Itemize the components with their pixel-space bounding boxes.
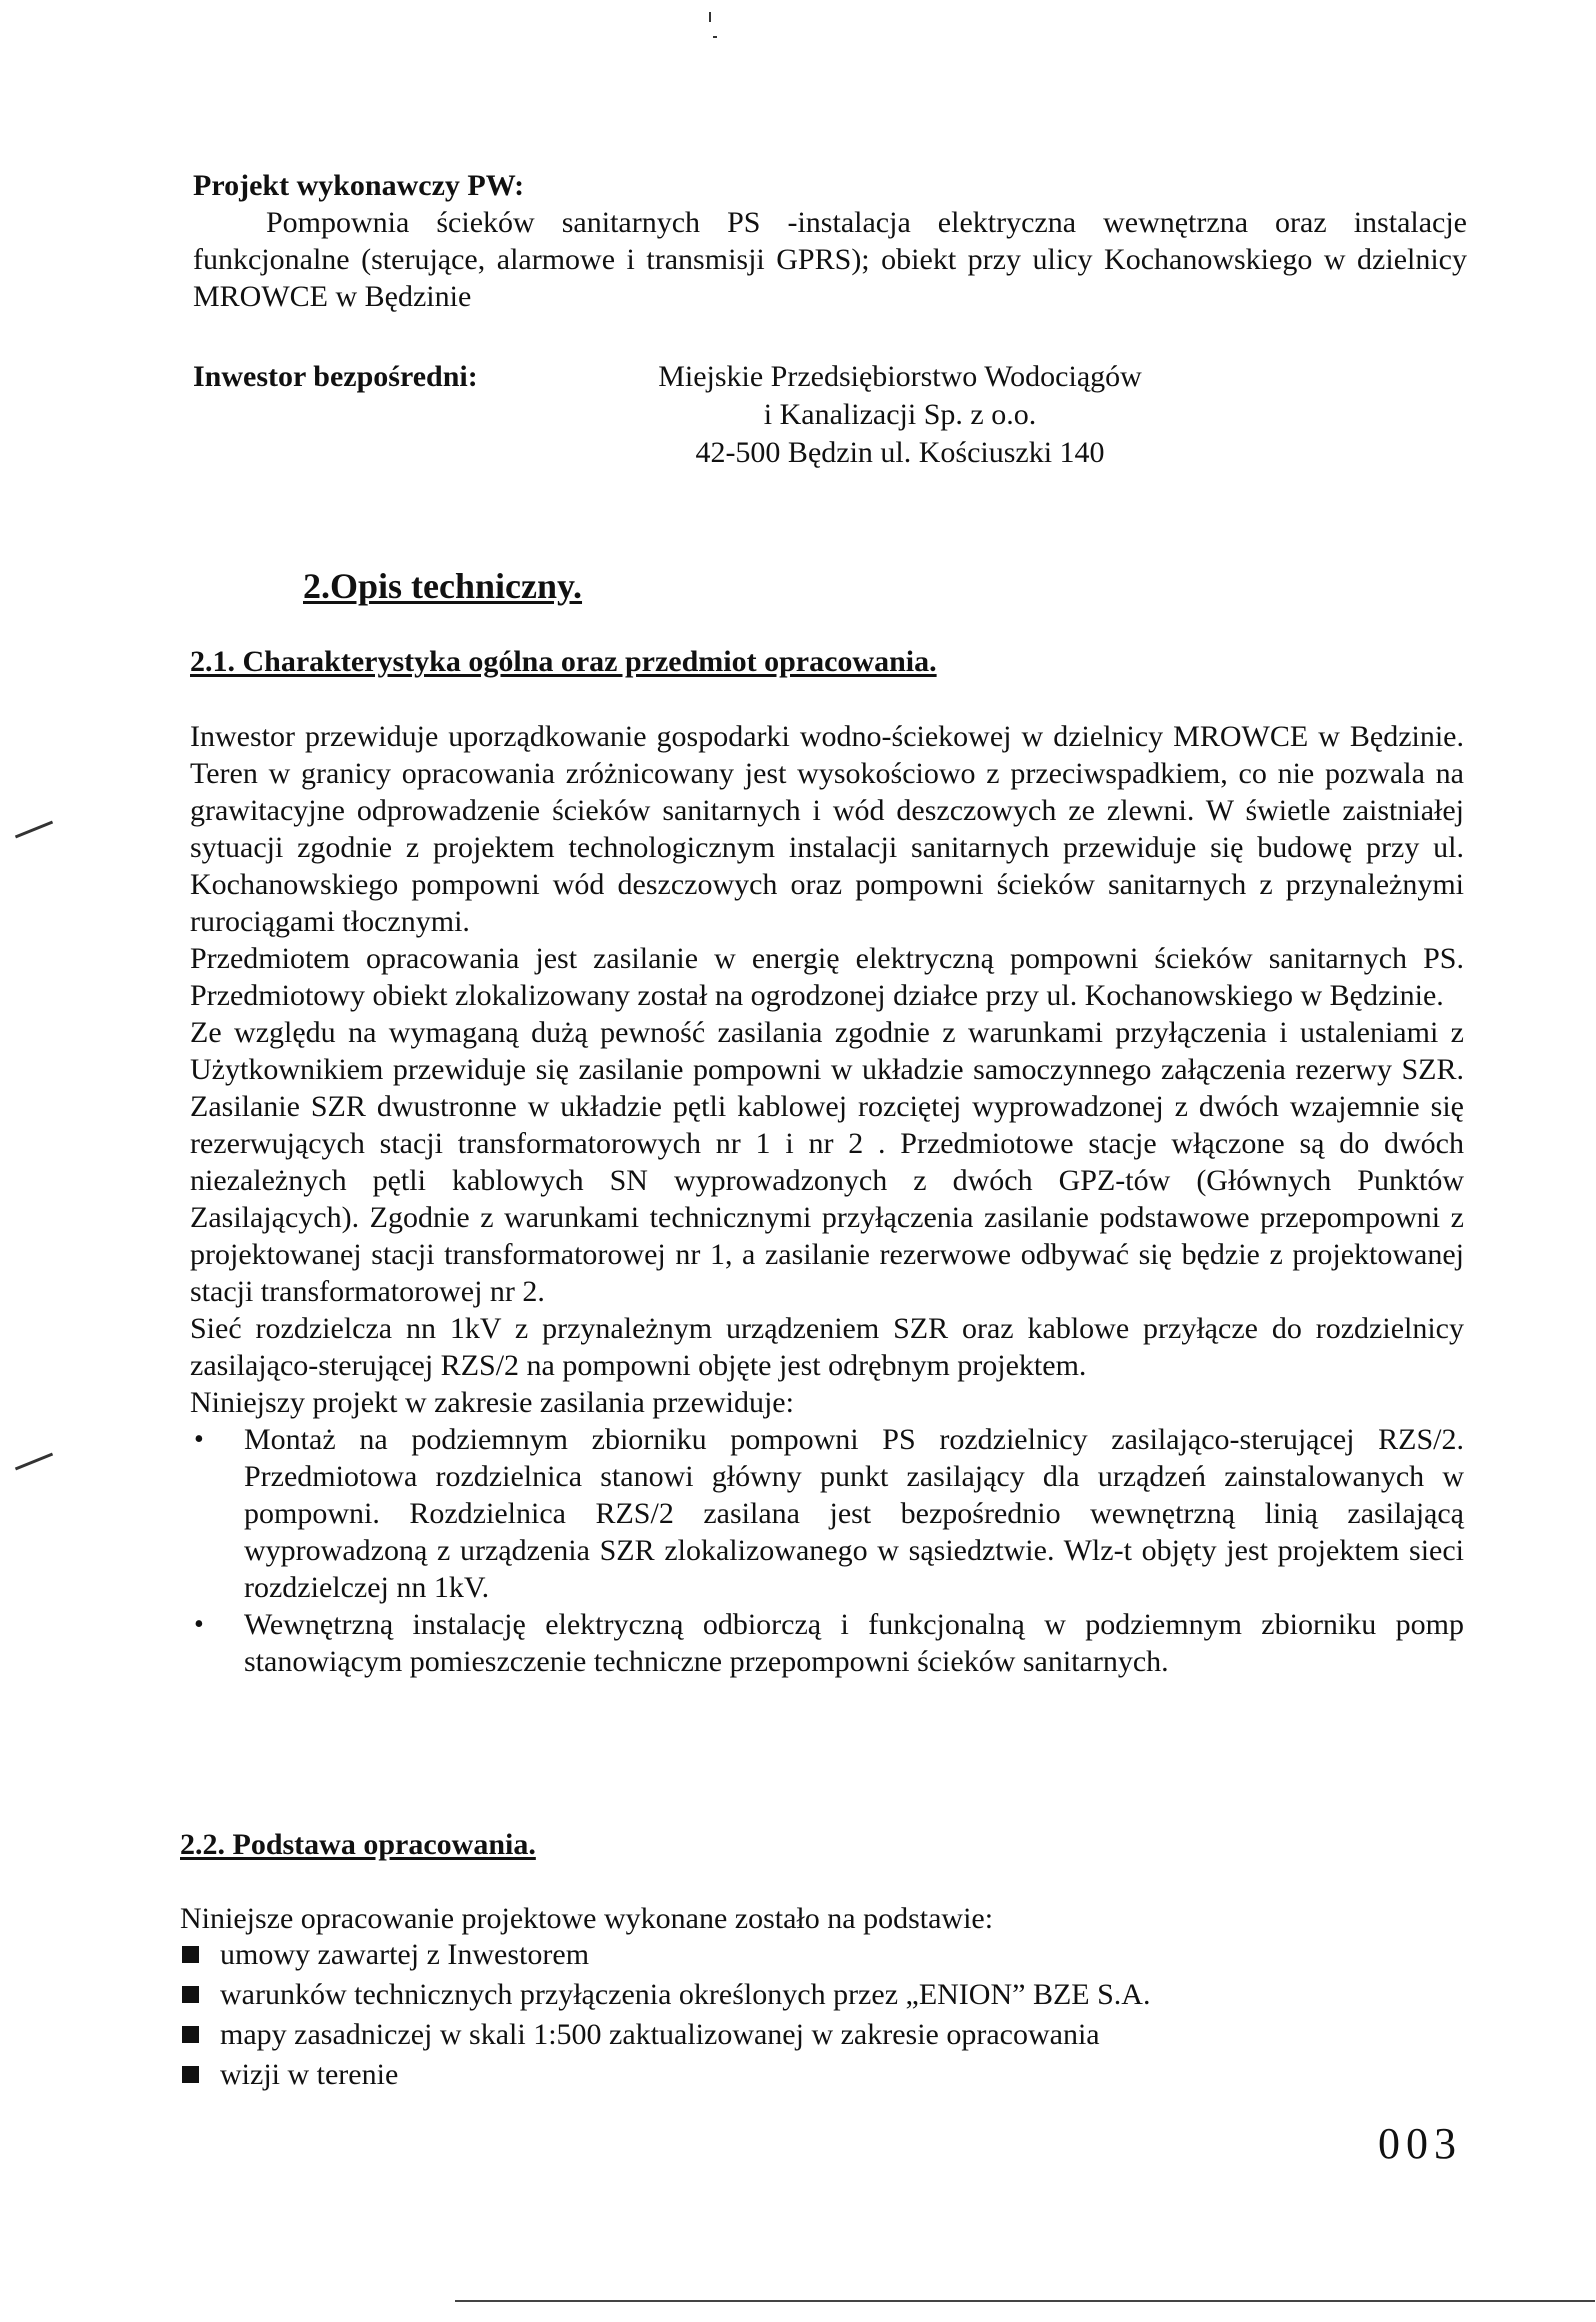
list-item-text: Wewnętrzną instalację elektryczną odbiorczą i funkcjonalną w podziemnym zbiorniku pomp stanowiącym pomieszczenie techniczne przepompowni ścieków sanitarnych. [244, 1608, 1464, 1678]
paragraph-5: Niniejszy projekt w zakresie zasilania przewiduje: [190, 1386, 794, 1419]
margin-mark-2 [15, 1453, 53, 1471]
basis-list [180, 1935, 1430, 2095]
list-item [180, 2055, 1430, 2095]
investor-address [620, 358, 1180, 472]
list-item-text: mapy zasadniczej w skali 1:500 zaktualizowanej w zakresie opracowania [220, 2018, 1100, 2051]
bullet-dot-icon: • [194, 1424, 204, 1455]
paragraph-3: Ze względu na wymaganą dużą pewność zasilania zgodnie z warunkami przyłączenia i ustaleniami z Użytkownikiem przewiduje się zasilanie pompowni w układzie samoczynnego załączenia rezerwy SZR. Zasilanie SZR dwustronne w układzie pętli kablowej rozciętej wyprowadzonej z dwóch wzajemnie się rezerwujących stacji transformatorowych nr 1 i nr 2 . Przedmiotowe stacje włączone są do dwóch niezależnych pętli kablowych SN wyprowadzonych z dwóch GPZ-tów (Głównych Punktów Zasilających). Zgodnie z warunkami technicznymi przyłączenia zasilanie podstawowe przepompowni z projektowanej stacji transformatorowej nr 1, a zasilanie rezerwowe odbywać się będzie z projektowanej stacji transformatorowej nr 2. [190, 1016, 1464, 1308]
project-label: Projekt wykonawczy PW: [193, 169, 525, 202]
investor-label: Inwestor bezpośredni: [193, 360, 478, 393]
page-number: 003 [1378, 2119, 1462, 2168]
list-item-text: warunków technicznych przyłączenia określonych przez „ENION” BZE S.A. [220, 1978, 1151, 2011]
section-2-1-title: 2.1. Charakterystyka ogólna oraz przedmiot opracowania. [190, 645, 937, 678]
square-bullet-icon [182, 1986, 199, 2003]
list-item [180, 1975, 1430, 2015]
square-bullet-icon [182, 2026, 199, 2043]
list-item [190, 1606, 1464, 1680]
list-item [190, 1421, 1464, 1606]
project-description: Pompownia ścieków sanitarnych PS -instalacja elektryczna wewnętrzna oraz instalacje funkcjonalne (sterujące, alarmowe i transmisji GPRS); obiekt przy ulicy Kochanowskiego w dzielnicy MROWCE w Będzinie [193, 206, 1467, 313]
investor-line-2: i Kanalizacji Sp. z o.o. [763, 398, 1037, 431]
scope-list [190, 1421, 1464, 1680]
bullet-dot-icon: • [194, 1609, 204, 1640]
paragraph-1: Inwestor przewiduje uporządkowanie gospodarki wodno-ściekowej w dzielnicy MROWCE w Będzinie. Teren w granicy opracowania zróżnicowany jest wysokościowo z przeciwspadkiem, co nie pozwala na grawitacyjne odprowadzenie ścieków sanitarnych i wód deszczowych ze zlewni. W świetle zaistniałej sytuacji zgodnie z projektem technologicznym instalacji sanitarnych przewiduje się budowę przy ul. Kochanowskiego pompowni wód deszczowych oraz pompowni ścieków sanitarnych z przynależnymi rurociągami tłocznymi. [190, 720, 1464, 938]
section-2-2-intro: Niniejsze opracowanie projektowe wykonane zostało na podstawie: [180, 1902, 994, 1935]
scan-mark-top [709, 12, 711, 22]
section-2-title: 2.Opis techniczny. [303, 566, 583, 606]
investor-line-1: Miejskie Przedsiębiorstwo Wodociągów [658, 360, 1142, 393]
scan-mark-top-2 [713, 36, 717, 38]
square-bullet-icon [182, 2066, 199, 2083]
square-bullet-icon [182, 1946, 199, 1963]
footer-divider [455, 2300, 1595, 2302]
list-item-text: wizji w terenie [220, 2058, 399, 2091]
section-2-2-title: 2.2. Podstawa opracowania. [180, 1828, 536, 1861]
margin-mark-1 [15, 821, 53, 839]
list-item [180, 1935, 1430, 1975]
paragraph-2: Przedmiotem opracowania jest zasilanie w energię elektryczną pompowni ścieków sanitarnych PS. Przedmiotowy obiekt zlokalizowany został na ogrodzonej działce przy ul. Kochanowskiego w Będzinie. [190, 942, 1464, 1012]
list-item-text: umowy zawartej z Inwestorem [220, 1938, 590, 1971]
paragraph-4: Sieć rozdzielcza nn 1kV z przynależnym urządzeniem SZR oraz kablowe przyłącze do rozdzielnicy zasilająco-sterującej RZS/2 na pompowni objęte jest odrębnym projektem. [190, 1312, 1464, 1382]
list-item [180, 2015, 1430, 2055]
section-2-1-body [190, 718, 1464, 1680]
investor-line-3: 42-500 Będzin ul. Kościuszki 140 [695, 436, 1105, 469]
list-item-text: Montaż na podziemnym zbiorniku pompowni PS rozdzielnicy zasilająco-sterującej RZS/2. Przedmiotowa rozdzielnica stanowi główny punkt zasilający dla urządzeń zainstalowanych w pompowni. Rozdzielnica RZS/2 zasilana jest bezpośrednio wewnętrzną linią zasilającą wyprowadzoną z urządzenia SZR zlokalizowanego w sąsiedztwie. Wlz-t objęty jest projektem sieci rozdzielczej nn 1kV. [244, 1423, 1464, 1604]
